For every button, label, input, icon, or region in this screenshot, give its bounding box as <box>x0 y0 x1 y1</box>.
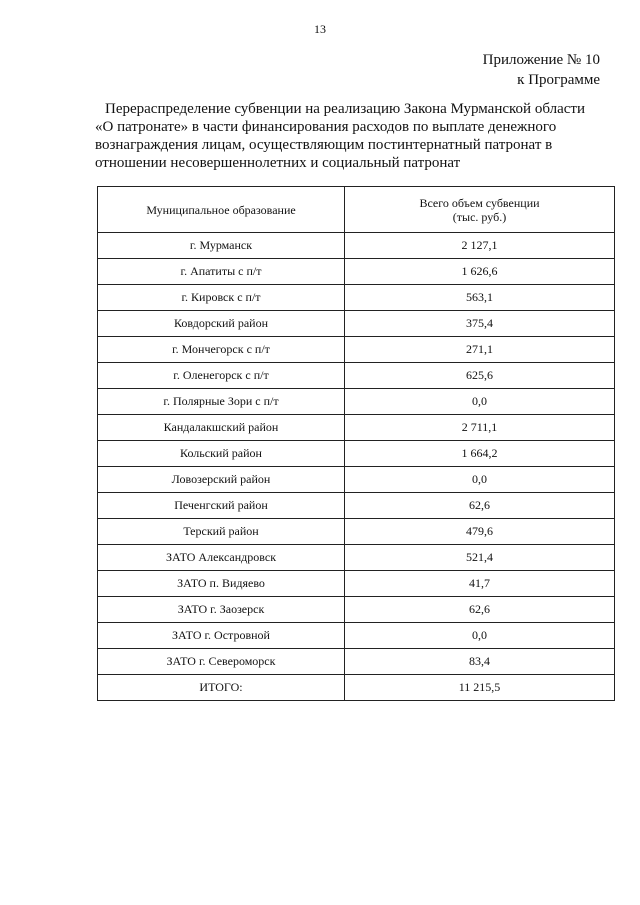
amount-cell: 2 127,1 <box>345 233 615 259</box>
amount-cell: 0,0 <box>345 467 615 493</box>
amount-cell: 83,4 <box>345 649 615 675</box>
subvention-table <box>97 186 615 701</box>
table-body <box>98 233 615 701</box>
amount-cell: 1 664,2 <box>345 441 615 467</box>
municipality-cell: ЗАТО п. Видяево <box>98 571 345 597</box>
amount-cell: 62,6 <box>345 493 615 519</box>
municipality-cell: Кольский район <box>98 441 345 467</box>
table-row <box>98 233 615 259</box>
table-total-row <box>98 675 615 701</box>
title-line-3: вознаграждения лицам, осуществляющим постинтернатный патронат в <box>95 137 553 153</box>
table-row <box>98 415 615 441</box>
amount-cell: 2 711,1 <box>345 415 615 441</box>
appendix-reference: к Программе <box>517 72 600 88</box>
municipality-cell: Ковдорский район <box>98 311 345 337</box>
table-row <box>98 363 615 389</box>
amount-cell: 563,1 <box>345 285 615 311</box>
amount-cell: 375,4 <box>345 311 615 337</box>
table-row <box>98 467 615 493</box>
municipality-cell: ЗАТО Александровск <box>98 545 345 571</box>
amount-cell: 271,1 <box>345 337 615 363</box>
municipality-cell: г. Мурманск <box>98 233 345 259</box>
title-line-4: отношении несовершеннолетних и социальный патронат <box>95 155 461 171</box>
table-row <box>98 571 615 597</box>
table-row <box>98 389 615 415</box>
title-line-1: Перераспределение субвенции на реализацию Закона Мурманской области <box>105 101 585 117</box>
amount-cell: 1 626,6 <box>345 259 615 285</box>
municipality-cell: г. Апатиты с п/т <box>98 259 345 285</box>
amount-cell: 41,7 <box>345 571 615 597</box>
municipality-cell: ЗАТО г. Североморск <box>98 649 345 675</box>
table-row <box>98 493 615 519</box>
header-amount-title: Всего объем субвенции <box>419 195 540 210</box>
table-row <box>98 623 615 649</box>
municipality-cell: Печенгский район <box>98 493 345 519</box>
amount-cell: 0,0 <box>345 389 615 415</box>
table-row <box>98 597 615 623</box>
total-label-cell: ИТОГО: <box>98 675 345 701</box>
municipality-cell: Ловозерский район <box>98 467 345 493</box>
document-title <box>95 100 615 172</box>
header-municipality: Муниципальное образование <box>98 187 345 233</box>
amount-cell: 625,6 <box>345 363 615 389</box>
municipality-cell: г. Полярные Зори с п/т <box>98 389 345 415</box>
amount-cell: 479,6 <box>345 519 615 545</box>
subvention-table-container <box>97 186 614 701</box>
municipality-cell: ЗАТО г. Заозерск <box>98 597 345 623</box>
amount-cell: 0,0 <box>345 623 615 649</box>
table-row <box>98 259 615 285</box>
appendix-heading <box>483 50 600 90</box>
total-amount-cell: 11 215,5 <box>345 675 615 701</box>
table-row <box>98 285 615 311</box>
table-row <box>98 441 615 467</box>
table-row <box>98 649 615 675</box>
title-line-2: «О патронате» в части финансирования расходов по выплате денежного <box>95 119 557 135</box>
header-amount-unit: (тыс. руб.) <box>452 209 507 224</box>
appendix-number: Приложение № 10 <box>482 52 600 68</box>
table-row <box>98 519 615 545</box>
header-amount <box>345 187 615 233</box>
municipality-cell: г. Кировск с п/т <box>98 285 345 311</box>
table-row <box>98 545 615 571</box>
page-number: 13 <box>314 22 326 36</box>
municipality-cell: Терский район <box>98 519 345 545</box>
table-header-row <box>98 187 615 233</box>
table-row <box>98 311 615 337</box>
municipality-cell: г. Оленегорск с п/т <box>98 363 345 389</box>
amount-cell: 521,4 <box>345 545 615 571</box>
municipality-cell: Кандалакшский район <box>98 415 345 441</box>
amount-cell: 62,6 <box>345 597 615 623</box>
table-row <box>98 337 615 363</box>
municipality-cell: ЗАТО г. Островной <box>98 623 345 649</box>
municipality-cell: г. Мончегорск с п/т <box>98 337 345 363</box>
